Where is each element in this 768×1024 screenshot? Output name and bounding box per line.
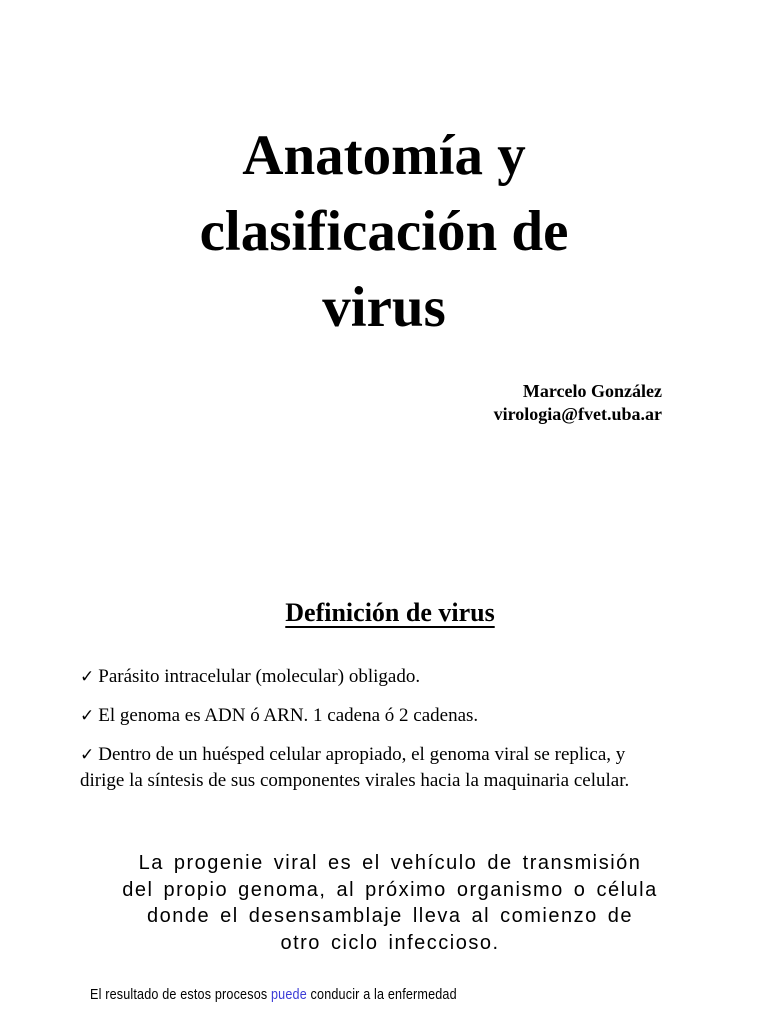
author-name: Marcelo González bbox=[522, 381, 662, 401]
title-line: Anatomía y bbox=[242, 124, 526, 187]
result-line bbox=[90, 984, 457, 1006]
check-icon: ✓ bbox=[80, 745, 95, 765]
check-icon: ✓ bbox=[80, 706, 95, 726]
author-email: virologia@fvet.uba.ar bbox=[493, 404, 662, 424]
paragraph-line: otro ciclo infeccioso. bbox=[280, 931, 500, 954]
result-text-after: conducir a la enfermedad bbox=[306, 986, 457, 1003]
author-block bbox=[494, 380, 662, 426]
section-heading: Definición de virus bbox=[285, 598, 495, 627]
result-text-before: El resultado de estos procesos bbox=[90, 986, 272, 1003]
check-icon: ✓ bbox=[80, 667, 95, 687]
paragraph-line: La progenie viral es el vehículo de transmisión bbox=[138, 852, 642, 874]
list-item-text: Dentro de un huésped celular apropiado, el genoma viral se replica, y dirige la síntesis de sus componentes virales hacia la maquinaria celular. bbox=[80, 744, 630, 791]
definition-list bbox=[80, 664, 660, 807]
title-line: virus bbox=[322, 276, 446, 339]
paragraph-line: del propio genoma, al próximo organismo o célula bbox=[122, 878, 658, 901]
list-item bbox=[80, 703, 660, 729]
list-item-text: Parásito intracelular (molecular) obligado. bbox=[98, 666, 421, 687]
page-title bbox=[0, 118, 768, 346]
result-highlight: puede bbox=[271, 986, 307, 1003]
list-item-text: El genoma es ADN ó ARN. 1 cadena ó 2 cadenas. bbox=[98, 705, 479, 726]
paragraph-line: donde el desensamblaje lleva al comienzo de bbox=[146, 905, 634, 927]
list-item bbox=[80, 664, 660, 690]
title-line: clasificación de bbox=[199, 200, 569, 263]
progeny-paragraph bbox=[60, 850, 720, 956]
list-item bbox=[80, 742, 660, 794]
